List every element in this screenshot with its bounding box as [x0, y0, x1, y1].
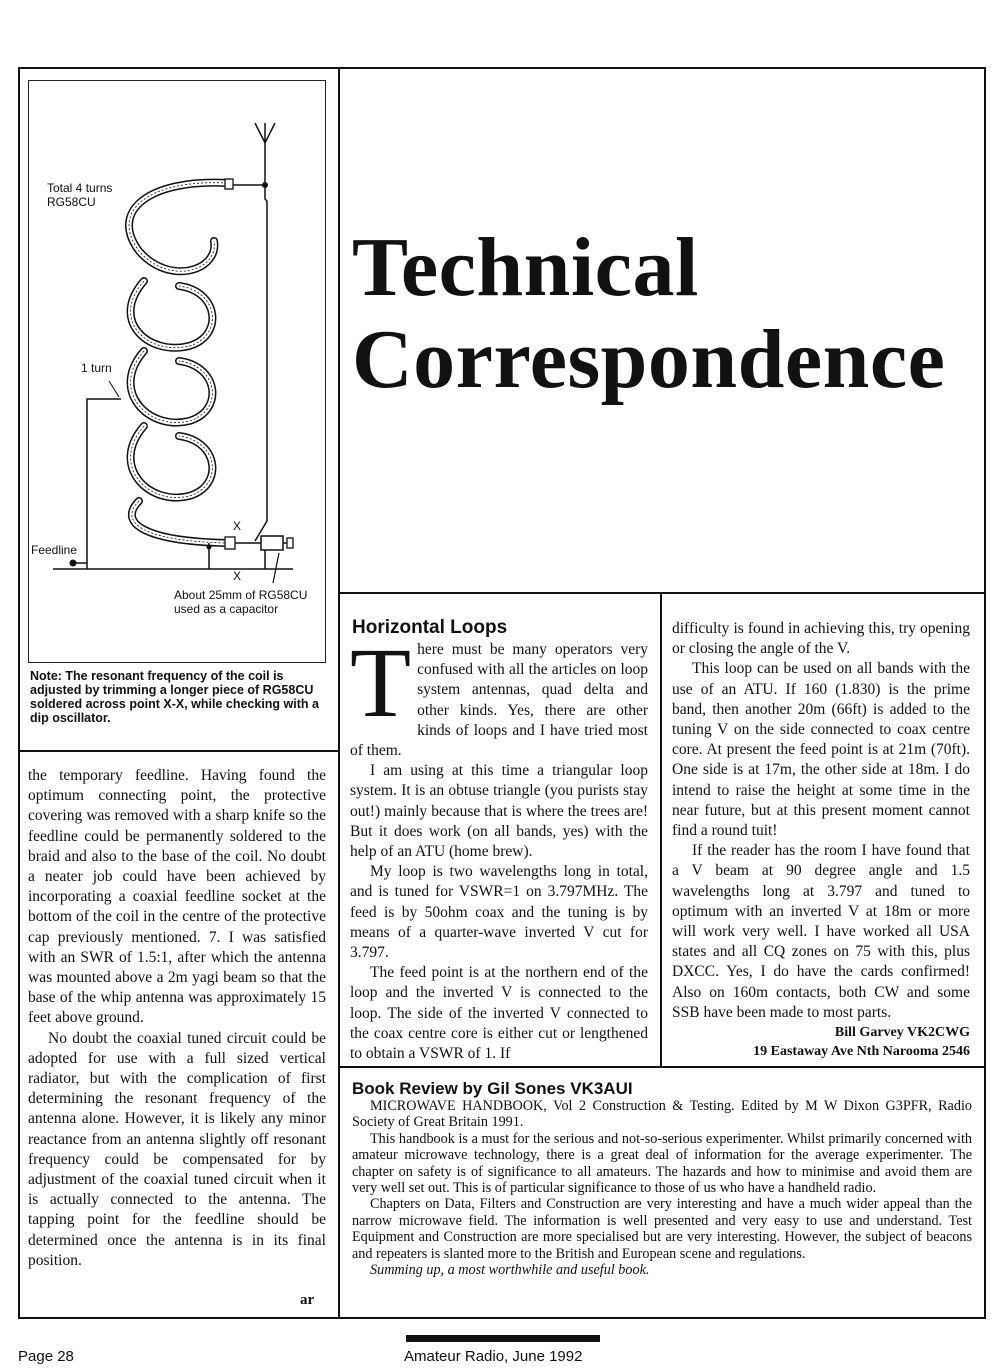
left-paragraph: No doubt the coaxial tuned circuit could be adopted for use with a full sized vertical radiator, but with the complication of first determining the resonant frequency of the antenna alone. However, it is likely any minor reactance from an antenna slightly off resonant frequency could be compensated for by adjustment of the coaxial tuned circuit when it is actually connected to the antenna. The tapping point for the feedline should be determined once the antenna is in its final position. — [28, 1029, 326, 1269]
loops-paragraph: I am using at this time a triangular loop system. It is an obtuse triangle (you purists stay out!) mainly because that is where the trees are! But it does work (on all bands, yes) with the help of an ATU (home brew). — [350, 762, 648, 861]
drop-cap: T — [350, 627, 412, 738]
article-end-mark: ar — [300, 1292, 315, 1308]
left-frame-rule — [18, 67, 20, 1319]
loops-paragraph: This loop can be used on all bands with the use of an ATU. If 160 (1.830) is the prime band, then another 20m (66ft) is added to the tuning V on the side connected to coax centre core. At present the feed point is at 21m (70ft). One side is at 17m, the other side at 18m. I do intend to raise the height at some time in the near future, but at this present moment cannot find a round tuit! — [672, 660, 970, 840]
right-frame-rule — [984, 67, 986, 1319]
loops-column-divider — [660, 592, 662, 1067]
column-divider — [338, 67, 340, 1319]
loops-paragraph: There must be many operators very confused with all the articles on loop system antennas, quad delta and other kinds. Yes, there are other kinds of loops and I have tried most of them. — [350, 627, 648, 760]
figure-label-x-bottom: X — [233, 569, 242, 583]
publication-line: Amateur Radio, June 1992 — [404, 1348, 583, 1365]
book-review-closing: Summing up, a most worthwhile and useful book. — [370, 1262, 650, 1279]
bottom-rule — [18, 1317, 986, 1319]
top-rule — [18, 67, 986, 69]
figure-label-capacitor: About 25mm of RG58CU used as a capacitor — [174, 588, 308, 616]
title-line-2: Correspondence — [352, 313, 946, 406]
loops-paragraph: The feed point is at the northern end of the loop and the inverted V is connected to the loop. The side of the inverted V connected to the coax centre core is either cut or lengthened to obtain a VSWR of 1. If — [350, 964, 648, 1063]
figure-label-one-turn: 1 turn — [81, 361, 112, 375]
figure-label-total-turns: Total 4 turns RG58CU — [47, 181, 113, 209]
figure-label-feedline: Feedline — [31, 543, 78, 557]
footer-bar — [406, 1335, 600, 1342]
loops-paragraph: difficulty is found in achieving this, try opening or closing the angle of the V. — [672, 620, 970, 658]
left-column-text — [28, 766, 326, 1271]
horizontal-loops-heading: Horizontal Loops — [352, 617, 508, 638]
figure-label-x-top: X — [233, 519, 242, 533]
book-review-heading: Book Review by Gil Sones VK3AUI — [352, 1079, 633, 1098]
book-review-paragraph: MICROWAVE HANDBOOK, Vol 2 Construction & Testing. Edited by M W Dixon G3PFR, Radio Society of Great Britain 1991. — [352, 1098, 972, 1131]
left-paragraph: the temporary feedline. Having found the optimum connecting point, the protective covering was removed with a sharp knife so the feedline could be permanently soldered to the braid and also to the base of the coil. No doubt a neater job could have been achieved by incorporating a coaxial feedline socket at the bottom of the coil in the centre of the protective cap previously mentioned. 7. I was satisfied with an SWR of 1.5:1, after which the antenna was mounted above a 2m yagi beam so that the base of the whip antenna was approximately 15 feet above ground. — [28, 767, 326, 1027]
note-divider — [18, 750, 340, 752]
figure-note: Note: The resonant frequency of the coil is adjusted by trimming a longer piece of RG58CU soldered across point X-X, while checking with a dip oscillator. — [30, 669, 319, 725]
loops-paragraph: If the reader has the room I have found that a V beam at 90 degree angle and 1.5 wavelengths long at 3.797 and tuned to optimum with an inverted V at 18m or more will work very well. I have worked all USA states and all CQ zones on 75 with this, plus DXCC. Yes, I do have the cards confirmed! Also on 160m contacts, both CW and some SSB have been made to most parts. — [672, 842, 970, 1021]
coil-diagram — [29, 81, 327, 664]
book-review-paragraph: Chapters on Data, Filters and Construction are very interesting and have a much wider appeal than the narrow microwave field. The information is well presented and very easy to use and understand. Test Equipment and Construction are more specialised but are very interesting. However, the subject of beacons and repeaters is slanted more to the British and European scene and regulations. — [352, 1196, 972, 1262]
signature-address: 19 Eastaway Ave Nth Narooma 2546 — [753, 1044, 970, 1060]
title-line-1: Technical — [352, 221, 699, 314]
book-review-text — [352, 1098, 972, 1278]
page-title — [352, 222, 982, 406]
signature-name: Bill Garvey VK2CWG — [834, 1025, 970, 1041]
book-review-top-rule — [338, 1066, 986, 1068]
title-bottom-rule — [338, 592, 986, 594]
book-review-paragraph: This handbook is a must for the serious and not-so-serious experimenter. Whilst primarily concerned with amateur microwave technology, there is a great deal of information for the average experimenter. The chapter on safety is of significance to all amateurs. The hazards and how to minimise and avoid them are very well set out. This is of particular significance to those of us who have a handheld radio. — [352, 1130, 972, 1197]
loops-paragraph: My loop is two wavelengths long in total, and is tuned for VSWR=1 on 3.797MHz. The feed is by 50ohm coax and the tuning is by means of a quarter-wave inverted V cut for 3.797. — [350, 863, 648, 962]
antenna-figure — [28, 80, 326, 663]
horizontal-loops-col2 — [672, 619, 970, 1061]
antenna-whip-icon — [255, 123, 275, 185]
page-number: Page 28 — [18, 1348, 74, 1365]
